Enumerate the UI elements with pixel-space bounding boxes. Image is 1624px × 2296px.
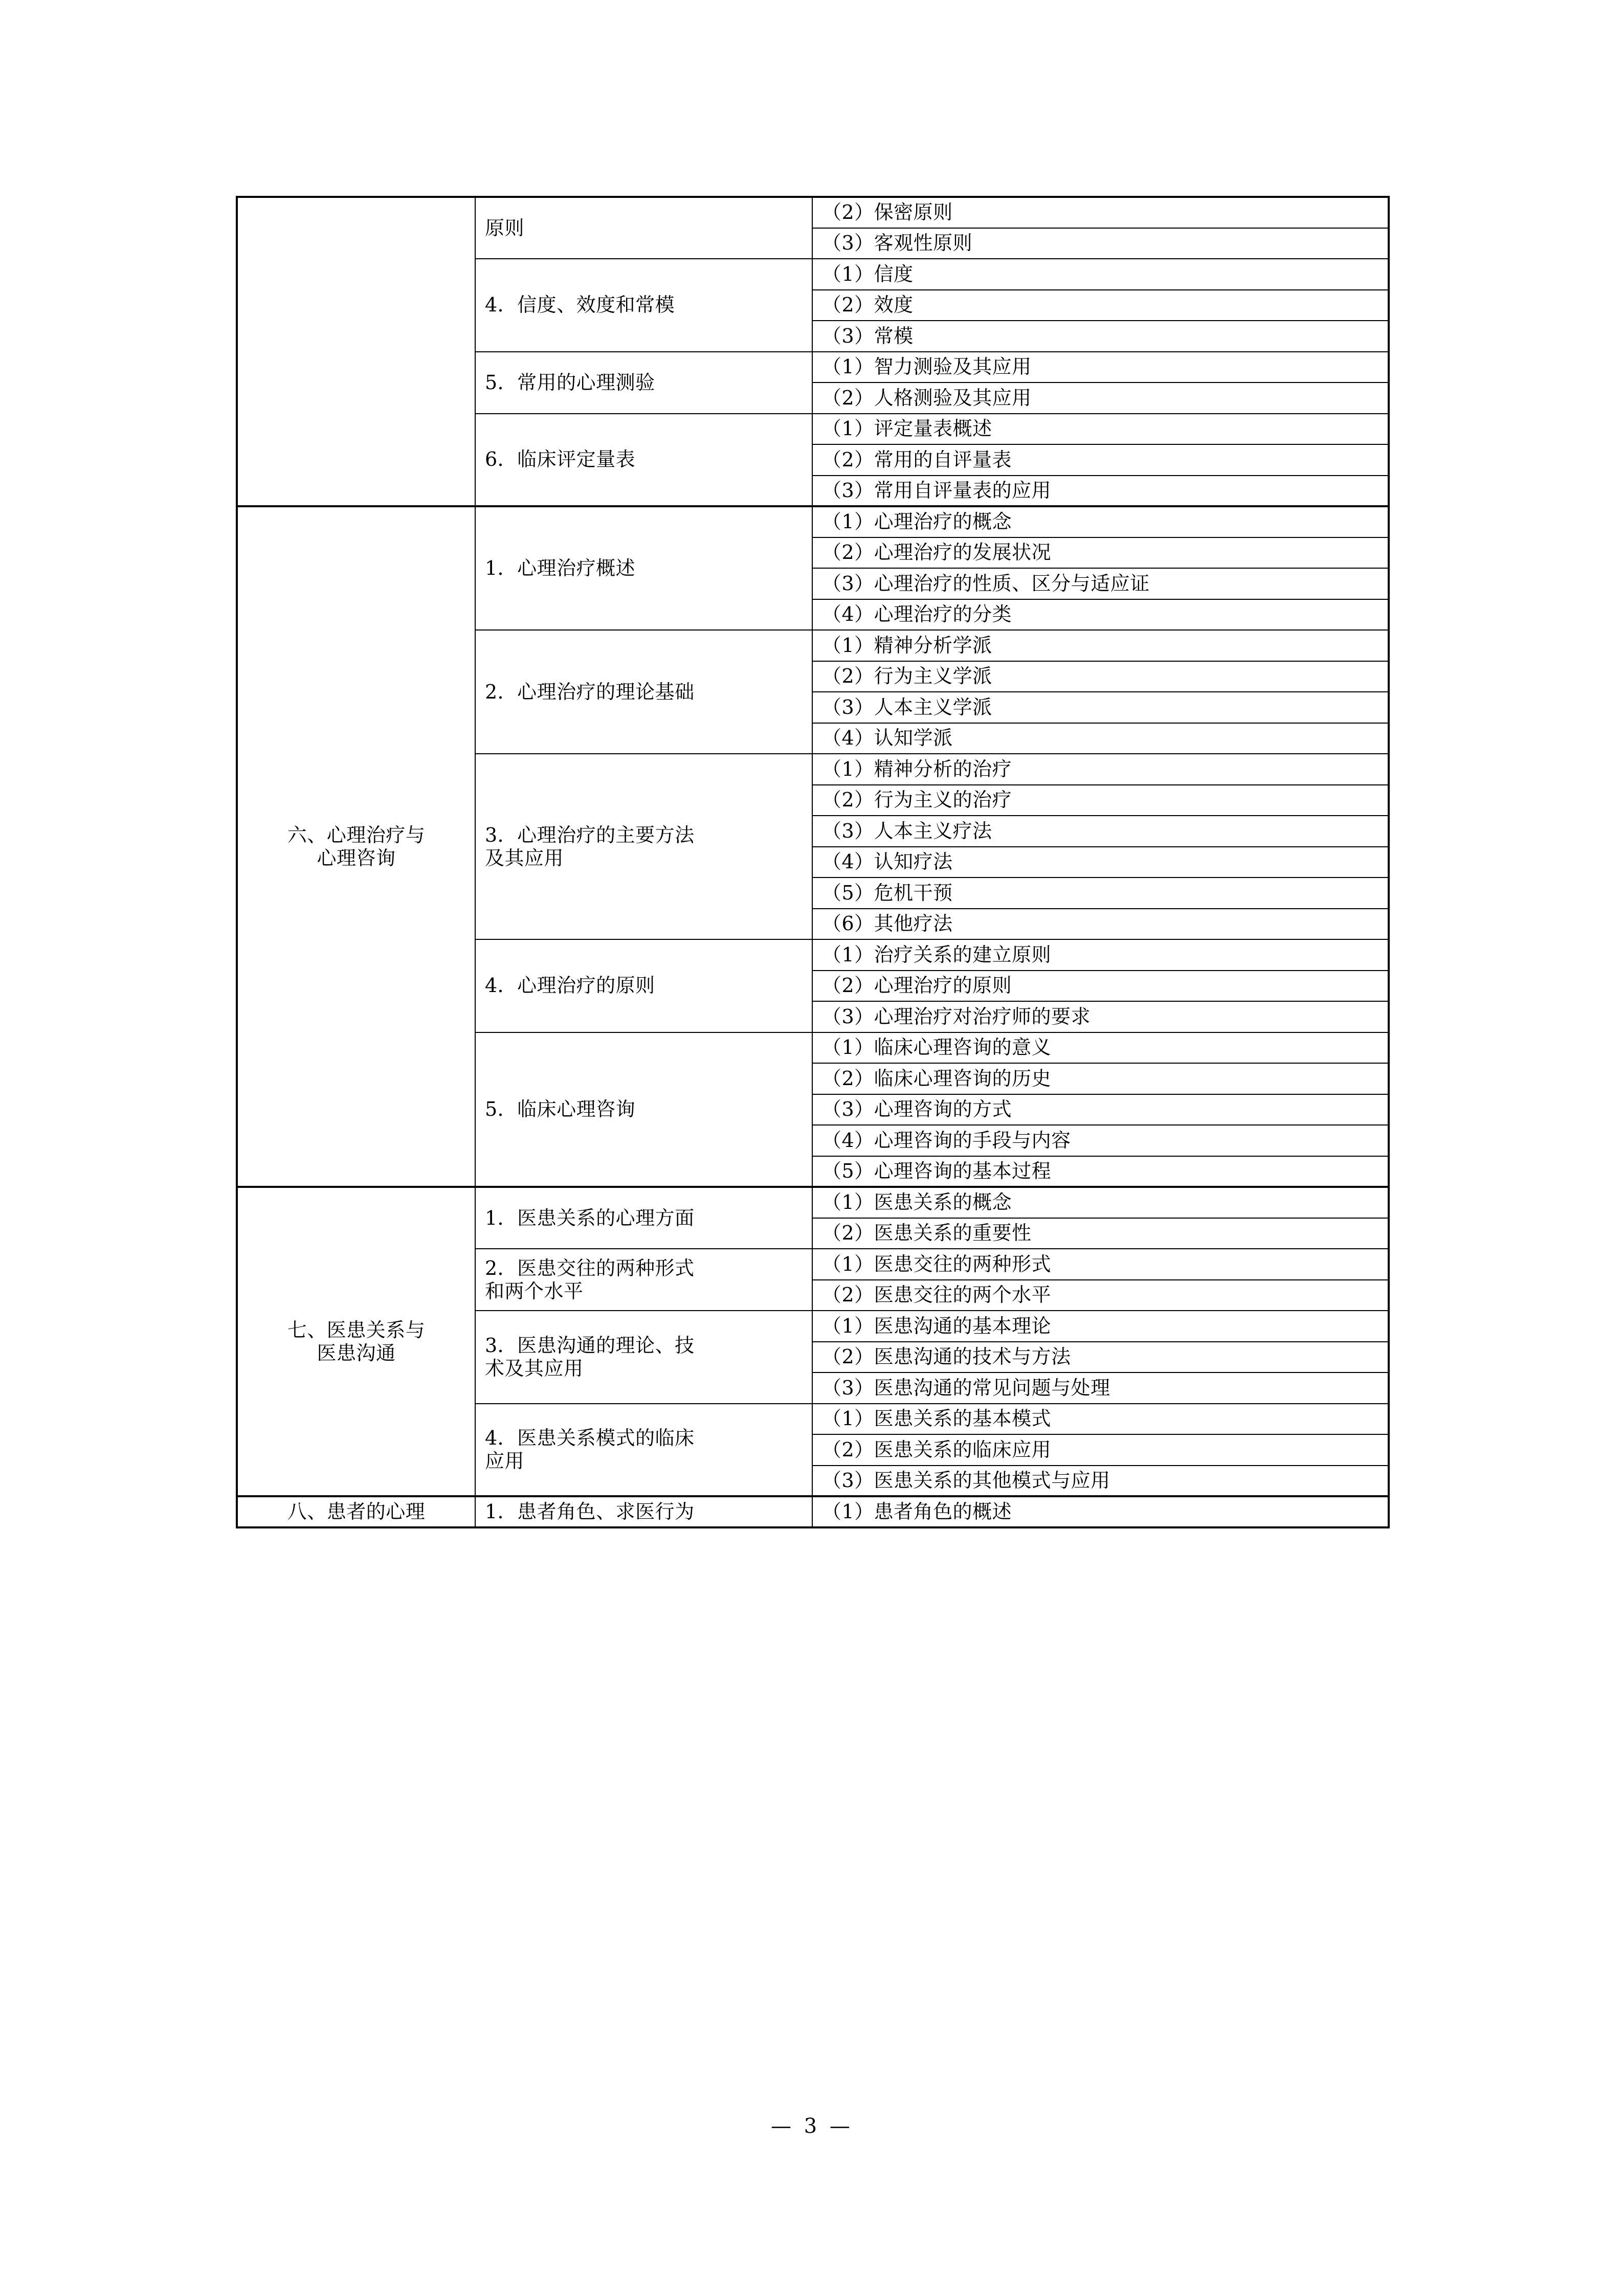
topic-label-cell bbox=[475, 1187, 812, 1249]
knowledge-point-cell: （2）效度 bbox=[812, 290, 1389, 321]
knowledge-point-cell: （1）临床心理咨询的意义 bbox=[812, 1032, 1389, 1064]
knowledge-point-cell: （2）常用的自评量表 bbox=[812, 444, 1389, 476]
table-row bbox=[237, 1187, 1389, 1218]
topic-label-line-1: 2．医患交往的两种形式 bbox=[485, 1256, 695, 1279]
topic-label-cell bbox=[475, 754, 812, 939]
knowledge-point-cell: （1）治疗关系的建立原则 bbox=[812, 939, 1389, 971]
knowledge-point-cell: （3）客观性原则 bbox=[812, 228, 1389, 259]
table-row bbox=[237, 506, 1389, 537]
topic-label-text: 6．临床评定量表 bbox=[485, 448, 636, 471]
topic-label-cell bbox=[475, 414, 812, 507]
knowledge-point-cell: （2）医患沟通的技术与方法 bbox=[812, 1342, 1389, 1373]
topic-label-text: 4．信度、效度和常模 bbox=[485, 294, 675, 317]
knowledge-point-cell: （2）医患交往的两个水平 bbox=[812, 1280, 1389, 1311]
knowledge-point-cell: （5）危机干预 bbox=[812, 877, 1389, 909]
section-label-cell bbox=[237, 1496, 475, 1527]
knowledge-point-cell: （4）认知学派 bbox=[812, 723, 1389, 754]
topic-label-line-1: 3．医患沟通的理论、技 bbox=[485, 1334, 695, 1357]
topic-label-cell bbox=[475, 197, 812, 259]
knowledge-point-cell: （2）人格测验及其应用 bbox=[812, 382, 1389, 414]
topic-label-cell bbox=[475, 506, 812, 630]
topic-label-cell bbox=[475, 1404, 812, 1497]
topic-label-line-2: 和两个水平 bbox=[485, 1279, 584, 1302]
knowledge-point-cell: （1）精神分析的治疗 bbox=[812, 754, 1389, 785]
knowledge-point-cell: （6）其他疗法 bbox=[812, 909, 1389, 940]
knowledge-point-cell: （2）临床心理咨询的历史 bbox=[812, 1063, 1389, 1094]
knowledge-point-cell: （2）医患关系的重要性 bbox=[812, 1218, 1389, 1249]
knowledge-point-cell: （1）医患关系的概念 bbox=[812, 1187, 1389, 1218]
knowledge-point-cell: （3）医患关系的其他模式与应用 bbox=[812, 1466, 1389, 1497]
topic-label-line-1: 4．医患关系模式的临床 bbox=[485, 1426, 695, 1449]
knowledge-point-cell: （1）智力测验及其应用 bbox=[812, 352, 1389, 383]
section-label-cell bbox=[237, 506, 475, 1187]
topic-label-cell bbox=[475, 1496, 812, 1527]
knowledge-point-cell: （1）精神分析学派 bbox=[812, 630, 1389, 661]
section-label-line-2: 心理咨询 bbox=[317, 846, 396, 869]
knowledge-point-cell: （2）行为主义的治疗 bbox=[812, 785, 1389, 816]
topic-label-text: 2．心理治疗的理论基础 bbox=[485, 680, 695, 703]
knowledge-point-cell: （3）心理治疗的性质、区分与适应证 bbox=[812, 568, 1389, 599]
knowledge-point-cell: （1）评定量表概述 bbox=[812, 414, 1389, 445]
section-label-cell bbox=[237, 1187, 475, 1496]
knowledge-point-cell: （4）心理咨询的手段与内容 bbox=[812, 1125, 1389, 1156]
knowledge-point-cell: （2）医患关系的临床应用 bbox=[812, 1434, 1389, 1466]
syllabus-outline-table bbox=[236, 196, 1390, 1528]
page-number: — 3 — bbox=[771, 2114, 853, 2138]
knowledge-point-cell: （3）常用自评量表的应用 bbox=[812, 476, 1389, 507]
topic-label-cell bbox=[475, 939, 812, 1032]
topic-label-cell bbox=[475, 259, 812, 352]
section-label-line-1: 七、医患关系与 bbox=[287, 1318, 426, 1341]
topic-label-text: 1．心理治疗概述 bbox=[485, 557, 636, 580]
knowledge-point-cell: （2）保密原则 bbox=[812, 197, 1389, 228]
knowledge-point-cell: （2）心理治疗的发展状况 bbox=[812, 537, 1389, 569]
topic-label-cell bbox=[475, 1249, 812, 1311]
knowledge-point-cell: （4）认知疗法 bbox=[812, 847, 1389, 878]
topic-label-cell bbox=[475, 1311, 812, 1404]
knowledge-point-cell: （1）医患交往的两种形式 bbox=[812, 1249, 1389, 1280]
knowledge-point-cell: （2）行为主义学派 bbox=[812, 661, 1389, 692]
table-row bbox=[237, 1496, 1389, 1527]
knowledge-point-cell: （1）医患沟通的基本理论 bbox=[812, 1311, 1389, 1342]
knowledge-point-cell: （1）患者角色的概述 bbox=[812, 1496, 1389, 1527]
topic-label-line-2: 及其应用 bbox=[485, 846, 564, 869]
section-label-cell bbox=[237, 197, 475, 506]
knowledge-point-cell: （3）人本主义疗法 bbox=[812, 816, 1389, 847]
knowledge-point-cell: （5）心理咨询的基本过程 bbox=[812, 1156, 1389, 1187]
knowledge-point-cell: （1）信度 bbox=[812, 259, 1389, 290]
topic-label-line-1: 3．心理治疗的主要方法 bbox=[485, 823, 695, 846]
topic-label-text: 原则 bbox=[485, 216, 525, 239]
topic-label-line-2: 术及其应用 bbox=[485, 1357, 584, 1380]
topic-label-line-2: 应用 bbox=[485, 1449, 525, 1472]
knowledge-point-cell: （2）心理治疗的原则 bbox=[812, 971, 1389, 1002]
topic-label-text: 1．医患关系的心理方面 bbox=[485, 1206, 695, 1229]
section-label-line-2: 医患沟通 bbox=[317, 1341, 396, 1364]
table-body bbox=[237, 197, 1389, 1527]
section-label-line-1: 六、心理治疗与 bbox=[287, 823, 426, 846]
table-row bbox=[237, 197, 1389, 228]
topic-label-text: 1．患者角色、求医行为 bbox=[485, 1500, 695, 1523]
knowledge-point-cell: （1）心理治疗的概念 bbox=[812, 506, 1389, 537]
section-label-line-1: 八、患者的心理 bbox=[287, 1500, 426, 1523]
topic-label-cell bbox=[475, 630, 812, 754]
knowledge-point-cell: （3）心理治疗对治疗师的要求 bbox=[812, 1001, 1389, 1032]
topic-label-cell bbox=[475, 352, 812, 414]
topic-label-text: 5．常用的心理测验 bbox=[485, 371, 655, 394]
topic-label-text: 5．临床心理咨询 bbox=[485, 1097, 636, 1120]
knowledge-point-cell: （3）人本主义学派 bbox=[812, 692, 1389, 723]
topic-label-text: 4．心理治疗的原则 bbox=[485, 974, 655, 997]
knowledge-point-cell: （4）心理治疗的分类 bbox=[812, 599, 1389, 631]
knowledge-point-cell: （3）常模 bbox=[812, 321, 1389, 352]
knowledge-point-cell: （1）医患关系的基本模式 bbox=[812, 1404, 1389, 1435]
topic-label-cell bbox=[475, 1032, 812, 1187]
knowledge-point-cell: （3）心理咨询的方式 bbox=[812, 1094, 1389, 1126]
knowledge-point-cell: （3）医患沟通的常见问题与处理 bbox=[812, 1372, 1389, 1404]
